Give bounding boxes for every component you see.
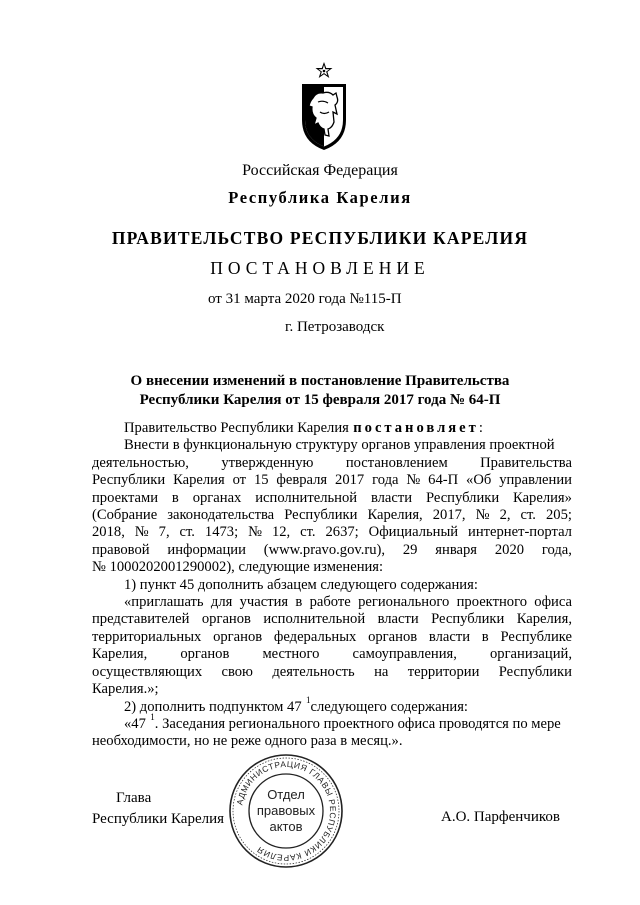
word: правовой: [92, 541, 150, 558]
document-body: [92, 420, 572, 751]
word: проектного: [456, 594, 527, 611]
body-line: [92, 472, 572, 489]
word: 2017,: [432, 507, 466, 524]
body-line: № 1000202001290002), следующие изменения:: [92, 559, 384, 576]
official-stamp: [227, 752, 345, 870]
body-line: [92, 455, 572, 472]
country-name: Российская Федерация: [242, 162, 398, 179]
republic-name: Республика Карелия: [228, 188, 412, 207]
word: (Собрание: [92, 507, 158, 524]
word: №: [134, 524, 149, 541]
word: территориальных: [92, 628, 202, 645]
word: (www.pravo.gov.ru),: [263, 541, 386, 558]
word: проектами: [92, 489, 159, 506]
word: самоуправления,: [352, 646, 457, 663]
word: в: [481, 628, 489, 645]
body-line: [92, 524, 572, 541]
word: Республике: [500, 628, 572, 645]
word: свою: [221, 663, 253, 680]
word: №: [248, 524, 263, 541]
government-name: ПРАВИТЕЛЬСТВО РЕСПУБЛИКИ КАРЕЛИЯ: [111, 228, 529, 248]
body-line: [92, 507, 572, 524]
word: Республики: [431, 611, 505, 628]
word: 1473;: [204, 524, 239, 541]
body-line: Внести в функциональную структуру органов управления проектной: [124, 437, 555, 454]
word: года: [372, 472, 399, 489]
quote-1-line: [92, 646, 572, 663]
word: на: [374, 663, 389, 680]
word: интернет-портал: [468, 524, 572, 541]
quote-1-line: [92, 664, 572, 681]
word: утвержденную: [221, 454, 314, 471]
stamp-line-1: Отдел: [267, 787, 305, 802]
position-line-1: Глава: [116, 790, 152, 806]
word: власти: [370, 489, 413, 506]
word: органах: [192, 489, 242, 506]
quote-1-line: [92, 629, 572, 646]
word: 2,: [499, 507, 511, 524]
decree-colon: :: [478, 420, 483, 436]
title-line-2: Республики Карелия от 15 февраля 2017 года № 64-П: [139, 392, 501, 408]
word: регионального: [358, 594, 450, 611]
word: «приглашать: [124, 594, 204, 611]
quote-2-text: «47 $^1$. Заседания регионального проектного офиса проводятся по мере: [124, 712, 561, 732]
word: исполнительной: [263, 611, 366, 628]
word: 7,: [158, 524, 170, 541]
quote-1-line: [92, 611, 572, 628]
word: 2017: [335, 472, 365, 489]
word: местного: [262, 646, 320, 663]
quote-1-line: [92, 594, 572, 611]
word: Республики: [498, 663, 572, 680]
word: от: [232, 472, 247, 489]
document-title: [100, 372, 540, 410]
quote-1-line: Карелия.»;: [92, 681, 159, 698]
city-name: г. Петрозаводск: [285, 319, 385, 335]
title-line-1: О внесении изменений в постановление Правительства: [130, 373, 510, 389]
quote-2-line: [92, 712, 572, 733]
word: Республики: [92, 472, 166, 489]
body-line: [92, 490, 572, 507]
decree-start: Правительство Республики Карелия: [124, 420, 349, 436]
word: 2018,: [92, 524, 125, 541]
word: «Об: [466, 472, 492, 489]
signatory-name: А.О. Парфенчиков: [441, 809, 560, 825]
word: законодательства: [167, 507, 275, 524]
document-type: ПОСТАНОВЛЕНИЕ: [210, 258, 430, 278]
word: деятельность: [272, 663, 355, 680]
stamp-line-3: актов: [269, 819, 303, 834]
word: органов: [180, 646, 230, 663]
word: управлении: [499, 472, 572, 489]
word: в: [295, 594, 303, 611]
word: офиса: [534, 594, 572, 611]
date-line: от 31 марта 2020 года №115-П: [208, 291, 402, 307]
word: исполнительной: [255, 489, 358, 506]
word: Правительства: [480, 454, 572, 471]
word: органов: [201, 611, 251, 628]
stamp-line-2: правовых: [256, 803, 316, 818]
paragraph-decree: [92, 420, 572, 437]
word: Карелия»: [513, 489, 572, 506]
stamp-ring-text: АДМИНИСТРАЦИЯ ГЛАВЫ РЕСПУБЛИКИ КАРЕЛИЯ: [234, 758, 339, 864]
signatory-position: [92, 788, 224, 830]
body-line: [92, 542, 572, 559]
word: Карелия,: [516, 611, 572, 628]
word: 64-П: [428, 472, 459, 489]
item-1: 1) пункт 45 дополнить абзацем следующего содержания:: [124, 576, 478, 593]
word: участия: [239, 594, 289, 611]
word: №: [475, 507, 490, 524]
quote-2-line: необходимости, но не реже одного раза в месяц.».: [92, 733, 403, 750]
word: 2637;: [325, 524, 359, 541]
word: 15: [253, 472, 269, 489]
word: 205;: [545, 507, 572, 524]
word: ст.: [300, 524, 316, 541]
word: территории: [407, 663, 480, 680]
word: работе: [309, 594, 351, 611]
item-2-text: 2) дополнить подпунктом 47 $^1$следующего содержания:: [124, 694, 468, 715]
word: 12,: [271, 524, 291, 541]
position-line-2: Республики Карелия: [92, 811, 225, 827]
word: деятельностью,: [92, 454, 189, 471]
word: Карелия,: [92, 646, 148, 663]
coat-of-arms-emblem: [296, 62, 352, 152]
decree-keyword: постановляет: [353, 420, 479, 436]
word: Республики: [425, 489, 500, 506]
word: информации: [167, 541, 246, 558]
word: представителей: [92, 611, 190, 628]
word: власти: [428, 628, 471, 645]
word: Карелия: [173, 472, 225, 489]
word: организаций,: [489, 646, 572, 663]
word: ст.: [179, 524, 195, 541]
word: февраля: [276, 472, 328, 489]
item-2: [92, 694, 572, 716]
word: постановлением: [345, 454, 448, 471]
word: года,: [541, 541, 572, 558]
word: января: [435, 541, 478, 558]
word: власти: [377, 611, 419, 628]
word: Республики: [284, 507, 358, 524]
word: Официальный: [368, 524, 459, 541]
word: для: [210, 594, 233, 611]
word: 29: [402, 541, 418, 558]
word: федеральных: [273, 628, 357, 645]
word: в: [171, 489, 179, 506]
word: органов: [213, 628, 263, 645]
word: Карелия,: [367, 507, 423, 524]
word: 2020: [494, 541, 525, 558]
word: осуществляющих: [92, 663, 203, 680]
word: органов: [368, 628, 418, 645]
word: №: [406, 472, 421, 489]
word: ст.: [520, 507, 536, 524]
